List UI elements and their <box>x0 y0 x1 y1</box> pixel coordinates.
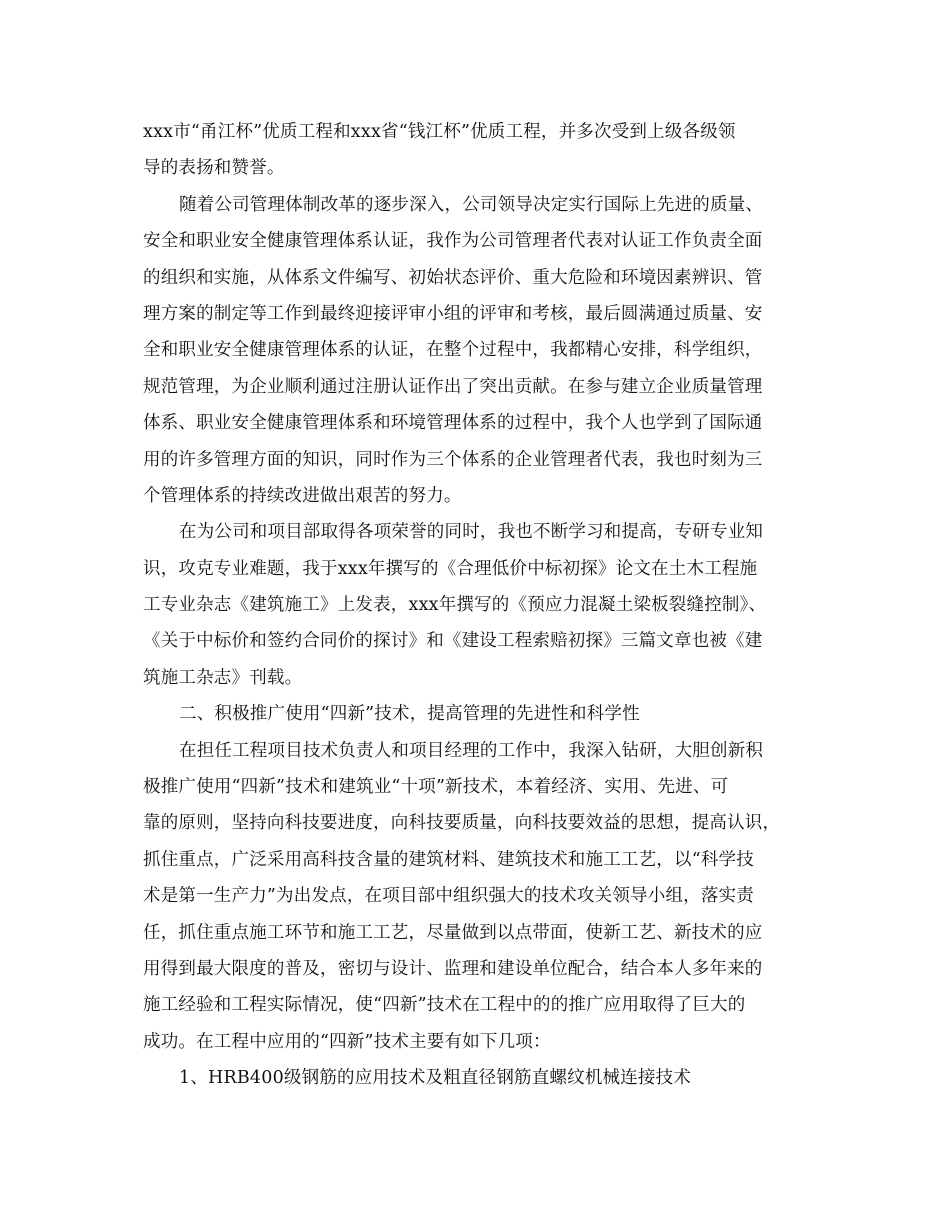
text-line: 个管理体系的持续改进做出艰苦的努力。 <box>143 485 462 506</box>
paragraph-start-line: 在担任工程项目技术负责人和项目经理的工作中，我深入钻研，大胆创新积 <box>179 740 764 761</box>
text-line: 的组织和实施，从体系文件编写、初始状态评价、重大危险和环境因素辨识、管 <box>143 267 763 288</box>
document-page <box>143 114 813 1097</box>
section-heading: 二、积极推广使用“四新”技术，提高管理的先进性和科学性 <box>179 704 640 725</box>
text-line: 术是第一生产力”为出发点，在项目部中组织强大的技术攻关领导小组，落实责 <box>143 886 754 907</box>
text-line: 识，攻克专业难题，我于xxx年撰写的《合理低价中标初探》论文在土木工程施 <box>143 558 758 579</box>
text-line: xxx市“甬江杯”优质工程和xxx省“钱江杯”优质工程，并多次受到上级各级领 <box>143 122 736 142</box>
text-line: 筑施工杂志》刊载。 <box>143 667 303 688</box>
text-line: 安全和职业安全健康管理体系认证，我作为公司管理者代表对认证工作负责全面 <box>143 231 763 252</box>
text-line: 任，抓住重点施工环节和施工工艺，尽量做到以点带面，使新工艺、新技术的应 <box>143 922 763 943</box>
text-line: 理方案的制定等工作到最终迎接评审小组的评审和考核，最后圆满通过质量、安 <box>143 303 763 324</box>
paragraph-start-line: 随着公司管理体制改革的逐步深入，公司领导决定实行国际上先进的质量、 <box>179 194 764 215</box>
text-line: 用的许多管理方面的知识，同时作为三个体系的企业管理者代表，我也时刻为三 <box>143 449 763 470</box>
text-line: 《关于中标价和签约合同价的探讨》和《建设工程索赔初探》三篇文章也被《建 <box>143 631 763 652</box>
text-line: 全和职业安全健康管理体系的认证，在整个过程中，我都精心安排，科学组织， <box>143 340 763 361</box>
text-line: 成功。在工程中应用的“四新”技术主要有如下几项： <box>143 1031 551 1052</box>
paragraph-start-line: 在为公司和项目部取得各项荣誉的同时，我也不断学习和提高，专研专业知 <box>179 522 764 543</box>
text-line: 规范管理，为企业顺利通过注册认证作出了突出贡献。在参与建立企业质量管理 <box>143 376 763 397</box>
text-line: 极推广使用“四新”技术和建筑业“十项”新技术，本着经济、实用、先进、可 <box>143 777 729 798</box>
text-line: 抓住重点，广泛采用高科技含量的建筑材料、建筑技术和施工工艺，以“科学技 <box>143 849 754 870</box>
text-line: 靠的原则，坚持向科技要进度，向科技要质量，向科技要效益的思想，提高认识， <box>143 813 781 834</box>
text-line: 导的表扬和赞誉。 <box>143 158 285 179</box>
text-line: 用得到最大限度的普及，密切与设计、监理和建设单位配合，结合本人多年来的 <box>143 958 763 979</box>
text-line: 体系、职业安全健康管理体系和环境管理体系的过程中，我个人也学到了国际通 <box>143 413 763 434</box>
list-item-heading: 1、HRB400级钢筋的应用技术及粗直径钢筋直螺纹机械连接技术 <box>179 1068 692 1089</box>
text-line: 施工经验和工程实际情况，使“四新”技术在工程中的的推广应用取得了巨大的 <box>143 995 746 1016</box>
text-line: 工专业杂志《建筑施工》上发表，xxx年撰写的《预应力混凝土梁板裂缝控制》、 <box>143 595 767 616</box>
